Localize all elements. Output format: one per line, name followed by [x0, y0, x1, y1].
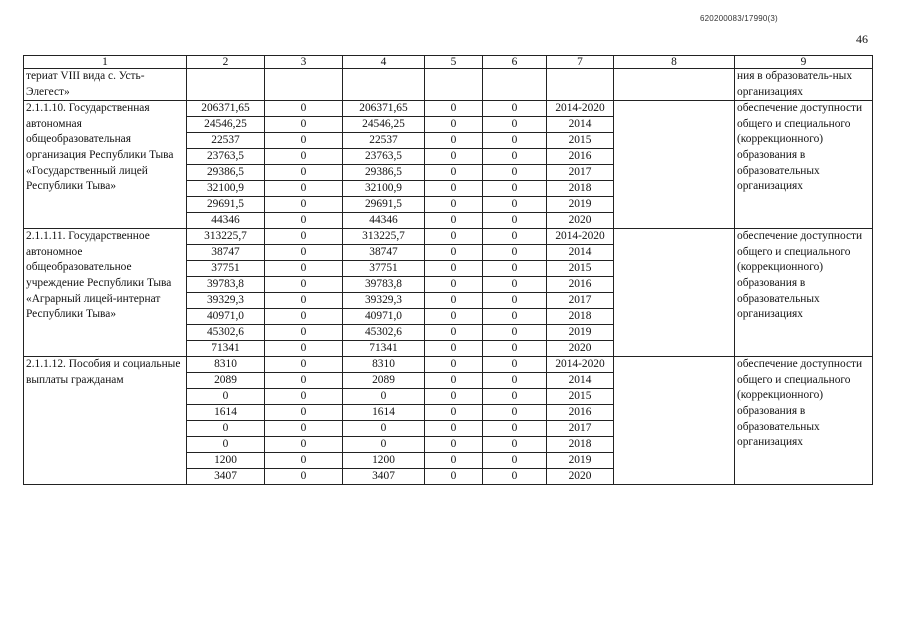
value-cell: 1200 [187, 453, 265, 469]
empty-column-8 [614, 357, 735, 485]
value-cell: 0 [483, 437, 547, 453]
period-cell: 2014-2020 [547, 357, 614, 373]
value-cell: 0 [483, 181, 547, 197]
page-number: 46 [856, 32, 868, 46]
value-cell: 0 [483, 389, 547, 405]
value-cell: 0 [483, 261, 547, 277]
year-cell: 2018 [547, 181, 614, 197]
value-cell: 0 [425, 437, 483, 453]
table-cell [343, 69, 425, 101]
value-cell: 0 [343, 437, 425, 453]
year-cell: 2020 [547, 341, 614, 357]
table-cell [265, 69, 343, 101]
column-header: 1 [24, 56, 187, 69]
value-cell: 0 [425, 261, 483, 277]
value-cell: 44346 [187, 213, 265, 229]
value-cell: 39783,8 [343, 277, 425, 293]
value-cell: 0 [483, 197, 547, 213]
value-cell: 39329,3 [343, 293, 425, 309]
group-total-row [24, 101, 873, 117]
year-cell: 2015 [547, 389, 614, 405]
value-cell: 0 [265, 213, 343, 229]
value-cell: 206371,65 [343, 101, 425, 117]
value-cell: 23763,5 [343, 149, 425, 165]
value-cell: 0 [483, 245, 547, 261]
value-cell: 0 [483, 405, 547, 421]
group-total-row [24, 229, 873, 245]
period-cell: 2014-2020 [547, 229, 614, 245]
column-header: 3 [265, 56, 343, 69]
value-cell: 32100,9 [187, 181, 265, 197]
value-cell: 0 [265, 437, 343, 453]
measure-description: 2.1.1.10. Государственная автономная общеобразовательная организация Республики Тыва «Государственный лицей Республики Тыва» [24, 101, 187, 229]
year-cell: 2015 [547, 133, 614, 149]
measure-purpose: обеспечение доступности общего и специального (коррекционного) образования в образовательных организациях [735, 229, 873, 357]
value-cell: 38747 [187, 245, 265, 261]
value-cell: 0 [483, 421, 547, 437]
empty-column-8 [614, 101, 735, 229]
column-header: 4 [343, 56, 425, 69]
value-cell: 22537 [343, 133, 425, 149]
year-cell: 2016 [547, 277, 614, 293]
value-cell: 71341 [343, 341, 425, 357]
value-cell: 32100,9 [343, 181, 425, 197]
program-table [23, 55, 873, 485]
value-cell: 0 [483, 325, 547, 341]
value-cell: 2089 [343, 373, 425, 389]
value-cell: 0 [265, 389, 343, 405]
value-cell: 45302,6 [187, 325, 265, 341]
value-cell: 0 [483, 213, 547, 229]
value-cell: 0 [425, 133, 483, 149]
value-cell: 0 [425, 293, 483, 309]
value-cell: 0 [265, 181, 343, 197]
carryover-description: териат VIII вида с. Усть-Элегест» [24, 69, 187, 101]
value-cell: 0 [265, 405, 343, 421]
value-cell: 0 [425, 149, 483, 165]
value-cell: 37751 [343, 261, 425, 277]
year-cell: 2016 [547, 149, 614, 165]
column-header: 7 [547, 56, 614, 69]
value-cell: 0 [483, 229, 547, 245]
value-cell: 0 [483, 277, 547, 293]
table-cell [547, 69, 614, 101]
year-cell: 2014 [547, 373, 614, 389]
value-cell: 0 [265, 277, 343, 293]
value-cell: 0 [425, 357, 483, 373]
value-cell: 0 [265, 293, 343, 309]
value-cell: 40971,0 [343, 309, 425, 325]
value-cell: 0 [483, 293, 547, 309]
value-cell: 0 [265, 421, 343, 437]
value-cell: 0 [483, 341, 547, 357]
value-cell: 0 [483, 133, 547, 149]
value-cell: 0 [425, 245, 483, 261]
value-cell: 313225,7 [343, 229, 425, 245]
document-id: 620200083/17990(3) [700, 14, 778, 23]
value-cell: 40971,0 [187, 309, 265, 325]
value-cell: 0 [425, 469, 483, 485]
value-cell: 0 [483, 149, 547, 165]
value-cell: 8310 [187, 357, 265, 373]
value-cell: 0 [425, 165, 483, 181]
measure-purpose: обеспечение доступности общего и специального (коррекционного) образования в образовательных организациях [735, 101, 873, 229]
value-cell: 0 [425, 389, 483, 405]
value-cell: 0 [265, 453, 343, 469]
value-cell: 0 [265, 341, 343, 357]
value-cell: 8310 [343, 357, 425, 373]
value-cell: 0 [265, 245, 343, 261]
year-cell: 2019 [547, 325, 614, 341]
table-cell [187, 69, 265, 101]
value-cell: 39783,8 [187, 277, 265, 293]
value-cell: 0 [483, 117, 547, 133]
year-cell: 2019 [547, 197, 614, 213]
value-cell: 3407 [343, 469, 425, 485]
measure-purpose: обеспечение доступности общего и специального (коррекционного) образования в образовательных организациях [735, 357, 873, 485]
carryover-purpose: ния в образователь-ных организациях [735, 69, 873, 101]
value-cell: 0 [425, 453, 483, 469]
value-cell: 0 [425, 117, 483, 133]
value-cell: 0 [265, 325, 343, 341]
column-header-row [24, 56, 873, 69]
year-cell: 2020 [547, 469, 614, 485]
value-cell: 0 [425, 405, 483, 421]
carryover-row [24, 69, 873, 101]
year-cell: 2018 [547, 309, 614, 325]
value-cell: 0 [425, 229, 483, 245]
value-cell: 0 [425, 421, 483, 437]
value-cell: 37751 [187, 261, 265, 277]
value-cell: 23763,5 [187, 149, 265, 165]
value-cell: 313225,7 [187, 229, 265, 245]
value-cell: 24546,25 [187, 117, 265, 133]
value-cell: 0 [265, 165, 343, 181]
column-header: 5 [425, 56, 483, 69]
value-cell: 44346 [343, 213, 425, 229]
value-cell: 0 [187, 389, 265, 405]
value-cell: 39329,3 [187, 293, 265, 309]
value-cell: 0 [483, 453, 547, 469]
value-cell: 2089 [187, 373, 265, 389]
value-cell: 0 [265, 261, 343, 277]
value-cell: 0 [265, 197, 343, 213]
value-cell: 29386,5 [187, 165, 265, 181]
year-cell: 2017 [547, 293, 614, 309]
value-cell: 24546,25 [343, 117, 425, 133]
measure-description: 2.1.1.12. Пособия и социальные выплаты гражданам [24, 357, 187, 485]
value-cell: 71341 [187, 341, 265, 357]
value-cell: 0 [265, 309, 343, 325]
value-cell: 0 [425, 101, 483, 117]
year-cell: 2020 [547, 213, 614, 229]
value-cell: 0 [265, 117, 343, 133]
value-cell: 0 [425, 309, 483, 325]
value-cell: 3407 [187, 469, 265, 485]
value-cell: 0 [265, 101, 343, 117]
empty-column-8 [614, 229, 735, 357]
year-cell: 2014 [547, 117, 614, 133]
value-cell: 1614 [187, 405, 265, 421]
value-cell: 38747 [343, 245, 425, 261]
year-cell: 2014 [547, 245, 614, 261]
value-cell: 0 [425, 325, 483, 341]
value-cell: 29386,5 [343, 165, 425, 181]
value-cell: 0 [483, 357, 547, 373]
value-cell: 0 [425, 373, 483, 389]
value-cell: 0 [425, 181, 483, 197]
measure-description: 2.1.1.11. Государственное автономное общеобразовательное учреждение Республики Тыва «Аграрный лицей-интернат Республики Тыва» [24, 229, 187, 357]
value-cell: 0 [265, 469, 343, 485]
column-header: 6 [483, 56, 547, 69]
value-cell: 0 [425, 197, 483, 213]
value-cell: 0 [483, 373, 547, 389]
value-cell: 0 [425, 213, 483, 229]
value-cell: 0 [483, 165, 547, 181]
value-cell: 0 [483, 469, 547, 485]
year-cell: 2018 [547, 437, 614, 453]
value-cell: 1200 [343, 453, 425, 469]
value-cell: 0 [343, 389, 425, 405]
group-total-row [24, 357, 873, 373]
value-cell: 0 [265, 357, 343, 373]
value-cell: 29691,5 [343, 197, 425, 213]
value-cell: 22537 [187, 133, 265, 149]
value-cell: 0 [483, 309, 547, 325]
year-cell: 2017 [547, 165, 614, 181]
value-cell: 0 [483, 101, 547, 117]
column-header: 9 [735, 56, 873, 69]
value-cell: 0 [425, 341, 483, 357]
value-cell: 0 [265, 229, 343, 245]
value-cell: 0 [187, 421, 265, 437]
value-cell: 0 [265, 149, 343, 165]
column-header: 8 [614, 56, 735, 69]
value-cell: 0 [265, 133, 343, 149]
value-cell: 0 [425, 277, 483, 293]
year-cell: 2019 [547, 453, 614, 469]
year-cell: 2017 [547, 421, 614, 437]
value-cell: 45302,6 [343, 325, 425, 341]
value-cell: 1614 [343, 405, 425, 421]
table-cell [614, 69, 735, 101]
value-cell: 0 [343, 421, 425, 437]
value-cell: 206371,65 [187, 101, 265, 117]
column-header: 2 [187, 56, 265, 69]
value-cell: 29691,5 [187, 197, 265, 213]
table-cell [425, 69, 483, 101]
value-cell: 0 [265, 373, 343, 389]
period-cell: 2014-2020 [547, 101, 614, 117]
table-cell [483, 69, 547, 101]
year-cell: 2015 [547, 261, 614, 277]
value-cell: 0 [187, 437, 265, 453]
year-cell: 2016 [547, 405, 614, 421]
